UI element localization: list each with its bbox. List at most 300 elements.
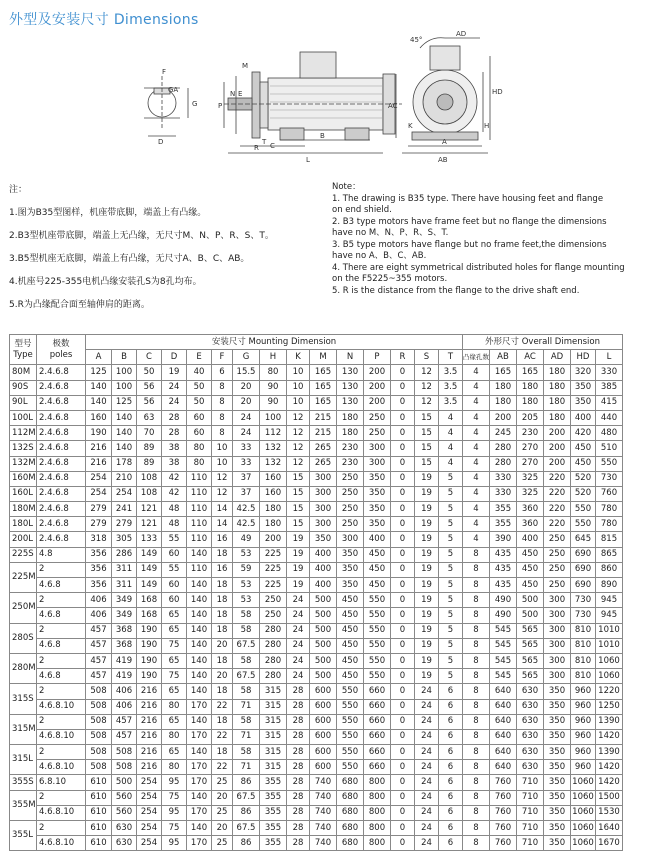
column-header: F xyxy=(212,350,233,365)
value-cell: 58 xyxy=(233,653,260,668)
value-cell: 216 xyxy=(137,760,162,775)
poles-cell: 4.6.8 xyxy=(37,608,86,623)
value-cell: 19 xyxy=(415,562,439,577)
table-row xyxy=(10,729,623,744)
poles-cell: 2 xyxy=(37,562,86,577)
value-cell: 10 xyxy=(287,395,310,410)
value-cell: 220 xyxy=(544,486,571,501)
value-cell: 760 xyxy=(490,790,517,805)
frame-cell: 100L xyxy=(10,410,37,425)
poles-header: 极数 poles xyxy=(37,335,86,365)
value-cell: 600 xyxy=(310,714,337,729)
value-cell: 350 xyxy=(337,547,364,562)
value-cell: 300 xyxy=(544,623,571,638)
value-cell: 390 xyxy=(490,532,517,547)
column-header: G xyxy=(233,350,260,365)
value-cell: 710 xyxy=(517,775,544,790)
value-cell: 205 xyxy=(517,410,544,425)
value-cell: 12 xyxy=(415,380,439,395)
frame-cell: 112M xyxy=(10,426,37,441)
value-cell: 140 xyxy=(187,547,212,562)
value-cell: 65 xyxy=(162,745,187,760)
value-cell: 4 xyxy=(463,486,490,501)
value-cell: 67.5 xyxy=(233,821,260,836)
value-cell: 254 xyxy=(86,486,112,501)
value-cell: 355 xyxy=(260,790,287,805)
column-header: S xyxy=(415,350,439,365)
value-cell: 18 xyxy=(212,593,233,608)
value-cell: 170 xyxy=(187,805,212,820)
value-cell: 0 xyxy=(391,699,415,714)
value-cell: 140 xyxy=(187,578,212,593)
table-row xyxy=(10,410,623,425)
value-cell: 500 xyxy=(517,608,544,623)
value-cell: 132 xyxy=(260,441,287,456)
value-cell: 190 xyxy=(137,653,162,668)
table-row xyxy=(10,365,623,380)
value-cell: 760 xyxy=(490,821,517,836)
label-AD: AD xyxy=(456,30,467,38)
value-cell: 14 xyxy=(212,517,233,532)
value-cell: 19 xyxy=(415,486,439,501)
value-cell: 12 xyxy=(287,456,310,471)
value-cell: 400 xyxy=(517,532,544,547)
value-cell: 8 xyxy=(463,699,490,714)
value-cell: 65 xyxy=(162,653,187,668)
value-cell: 300 xyxy=(310,502,337,517)
value-cell: 550 xyxy=(364,669,391,684)
value-cell: 730 xyxy=(571,608,596,623)
label-R: R xyxy=(254,144,259,152)
value-cell: 610 xyxy=(86,836,112,851)
value-cell: 90 xyxy=(260,380,287,395)
value-cell: 0 xyxy=(391,471,415,486)
frame-cell: 315S xyxy=(10,684,37,714)
value-cell: 600 xyxy=(310,760,337,775)
value-cell: 640 xyxy=(490,714,517,729)
value-cell: 5 xyxy=(439,593,463,608)
value-cell: 180 xyxy=(490,380,517,395)
value-cell: 450 xyxy=(337,669,364,684)
table-row xyxy=(10,638,623,653)
label-GA: GA xyxy=(168,86,179,94)
value-cell: 1420 xyxy=(596,775,623,790)
value-cell: 690 xyxy=(571,578,596,593)
notes-english xyxy=(332,182,650,297)
value-cell: 75 xyxy=(162,669,187,684)
value-cell: 810 xyxy=(571,638,596,653)
value-cell: 640 xyxy=(490,760,517,775)
value-cell: 500 xyxy=(310,608,337,623)
value-cell: 420 xyxy=(571,426,596,441)
table-row xyxy=(10,562,623,577)
value-cell: 180 xyxy=(260,517,287,532)
value-cell: 110 xyxy=(187,562,212,577)
value-cell: 4 xyxy=(463,380,490,395)
value-cell: 49 xyxy=(233,532,260,547)
value-cell: 15 xyxy=(415,441,439,456)
value-cell: 406 xyxy=(112,699,137,714)
value-cell: 216 xyxy=(137,714,162,729)
flange xyxy=(252,72,260,138)
label-K: K xyxy=(408,122,413,130)
value-cell: 58 xyxy=(233,608,260,623)
value-cell: 24 xyxy=(415,684,439,699)
value-cell: 435 xyxy=(490,547,517,562)
value-cell: 216 xyxy=(86,456,112,471)
value-cell: 4 xyxy=(463,426,490,441)
label-P: P xyxy=(218,102,223,110)
value-cell: 1390 xyxy=(596,745,623,760)
value-cell: 1010 xyxy=(596,623,623,638)
value-cell: 4 xyxy=(463,365,490,380)
value-cell: 280 xyxy=(490,441,517,456)
value-cell: 450 xyxy=(364,547,391,562)
value-cell: 730 xyxy=(571,593,596,608)
value-cell: 65 xyxy=(162,714,187,729)
value-cell: 42.5 xyxy=(233,502,260,517)
value-cell: 250 xyxy=(260,608,287,623)
value-cell: 95 xyxy=(162,775,187,790)
page-title: 外型及安装尺寸 Dimensions xyxy=(9,12,199,28)
value-cell: 457 xyxy=(112,729,137,744)
value-cell: 19 xyxy=(415,623,439,638)
value-cell: 600 xyxy=(310,684,337,699)
value-cell: 15.5 xyxy=(233,365,260,380)
value-cell: 508 xyxy=(86,699,112,714)
value-cell: 1060 xyxy=(571,790,596,805)
table-row xyxy=(10,760,623,775)
column-header: C xyxy=(137,350,162,365)
value-cell: 25 xyxy=(212,775,233,790)
table-row xyxy=(10,380,623,395)
value-cell: 42.5 xyxy=(233,517,260,532)
notes-en-line: have no A、B、C、AB. xyxy=(332,251,427,261)
value-cell: 550 xyxy=(337,684,364,699)
value-cell: 520 xyxy=(571,486,596,501)
value-cell: 300 xyxy=(544,669,571,684)
value-cell: 108 xyxy=(137,471,162,486)
value-cell: 12 xyxy=(287,441,310,456)
value-cell: 500 xyxy=(310,653,337,668)
notes-cn-line: 3.B5型机座无底脚，端盖上有凸缘，无尺寸A、B、C、AB。 xyxy=(9,254,250,264)
frame-cell: 280S xyxy=(10,623,37,653)
value-cell: 12 xyxy=(287,426,310,441)
value-cell: 960 xyxy=(571,684,596,699)
value-cell: 865 xyxy=(596,547,623,562)
value-cell: 350 xyxy=(337,562,364,577)
value-cell: 600 xyxy=(310,745,337,760)
value-cell: 0 xyxy=(391,653,415,668)
value-cell: 19 xyxy=(287,562,310,577)
value-cell: 20 xyxy=(212,638,233,653)
value-cell: 1220 xyxy=(596,684,623,699)
value-cell: 6 xyxy=(439,805,463,820)
value-cell: 12 xyxy=(287,410,310,425)
value-cell: 5 xyxy=(439,562,463,577)
value-cell: 760 xyxy=(490,836,517,851)
value-cell: 630 xyxy=(517,760,544,775)
value-cell: 280 xyxy=(490,456,517,471)
notes-chinese xyxy=(9,184,319,322)
value-cell: 95 xyxy=(162,805,187,820)
value-cell: 500 xyxy=(310,638,337,653)
frame-cell: 225S xyxy=(10,547,37,562)
value-cell: 216 xyxy=(137,745,162,760)
value-cell: 710 xyxy=(517,836,544,851)
value-cell: 1250 xyxy=(596,699,623,714)
value-cell: 160 xyxy=(86,410,112,425)
table-row xyxy=(10,805,623,820)
value-cell: 350 xyxy=(544,760,571,775)
table-row xyxy=(10,593,623,608)
value-cell: 0 xyxy=(391,714,415,729)
value-cell: 355 xyxy=(490,502,517,517)
value-cell: 200 xyxy=(544,441,571,456)
value-cell: 180 xyxy=(544,380,571,395)
value-cell: 28 xyxy=(287,714,310,729)
value-cell: 149 xyxy=(137,547,162,562)
poles-cell: 2 xyxy=(37,653,86,668)
column-header: M xyxy=(310,350,337,365)
value-cell: 220 xyxy=(544,517,571,532)
value-cell: 24 xyxy=(415,714,439,729)
value-cell: 630 xyxy=(112,836,137,851)
value-cell: 14 xyxy=(212,502,233,517)
poles-cell: 6.8.10 xyxy=(37,775,86,790)
value-cell: 300 xyxy=(310,486,337,501)
value-cell: 75 xyxy=(162,821,187,836)
value-cell: 80 xyxy=(187,456,212,471)
value-cell: 24 xyxy=(287,608,310,623)
value-cell: 660 xyxy=(364,729,391,744)
value-cell: 121 xyxy=(137,517,162,532)
value-cell: 406 xyxy=(86,593,112,608)
value-cell: 38 xyxy=(162,456,187,471)
value-cell: 180 xyxy=(517,395,544,410)
value-cell: 300 xyxy=(337,532,364,547)
value-cell: 1010 xyxy=(596,638,623,653)
value-cell: 19 xyxy=(415,608,439,623)
poles-cell: 2.4.6.8 xyxy=(37,456,86,471)
value-cell: 19 xyxy=(415,471,439,486)
value-cell: 18 xyxy=(212,608,233,623)
value-cell: 315 xyxy=(260,745,287,760)
value-cell: 330 xyxy=(596,365,623,380)
value-cell: 368 xyxy=(112,623,137,638)
value-cell: 19 xyxy=(287,578,310,593)
poles-cell: 2.4.6.8 xyxy=(37,486,86,501)
value-cell: 110 xyxy=(187,517,212,532)
value-cell: 140 xyxy=(112,410,137,425)
value-cell: 8 xyxy=(463,745,490,760)
value-cell: 8 xyxy=(463,653,490,668)
value-cell: 6 xyxy=(439,684,463,699)
poles-cell: 4.6.8.10 xyxy=(37,836,86,851)
value-cell: 15 xyxy=(415,410,439,425)
value-cell: 560 xyxy=(112,805,137,820)
value-cell: 810 xyxy=(571,623,596,638)
value-cell: 180 xyxy=(544,410,571,425)
column-header: E xyxy=(187,350,212,365)
value-cell: 125 xyxy=(112,395,137,410)
value-cell: 165 xyxy=(490,365,517,380)
value-cell: 565 xyxy=(517,669,544,684)
poles-cell: 4.6.8.10 xyxy=(37,805,86,820)
value-cell: 24 xyxy=(233,426,260,441)
value-cell: 1390 xyxy=(596,714,623,729)
value-cell: 4 xyxy=(463,471,490,486)
value-cell: 360 xyxy=(517,502,544,517)
value-cell: 5 xyxy=(439,486,463,501)
value-cell: 640 xyxy=(490,699,517,714)
value-cell: 270 xyxy=(517,456,544,471)
value-cell: 406 xyxy=(86,608,112,623)
value-cell: 1500 xyxy=(596,790,623,805)
value-cell: 0 xyxy=(391,547,415,562)
value-cell: 149 xyxy=(137,562,162,577)
value-cell: 48 xyxy=(162,517,187,532)
value-cell: 110 xyxy=(187,471,212,486)
value-cell: 24 xyxy=(415,729,439,744)
value-cell: 368 xyxy=(112,638,137,653)
poles-cell: 2.4.6.8 xyxy=(37,410,86,425)
value-cell: 355 xyxy=(490,517,517,532)
value-cell: 53 xyxy=(233,578,260,593)
value-cell: 450 xyxy=(337,608,364,623)
value-cell: 550 xyxy=(337,729,364,744)
value-cell: 800 xyxy=(364,836,391,851)
value-cell: 254 xyxy=(137,775,162,790)
value-cell: 33 xyxy=(233,456,260,471)
value-cell: 250 xyxy=(544,562,571,577)
value-cell: 55 xyxy=(162,562,187,577)
value-cell: 356 xyxy=(86,578,112,593)
table-row xyxy=(10,517,623,532)
value-cell: 133 xyxy=(137,532,162,547)
value-cell: 58 xyxy=(233,684,260,699)
column-header: H xyxy=(260,350,287,365)
value-cell: 24 xyxy=(415,790,439,805)
value-cell: 500 xyxy=(310,623,337,638)
value-cell: 5 xyxy=(439,547,463,562)
value-cell: 6 xyxy=(439,821,463,836)
value-cell: 95 xyxy=(162,836,187,851)
value-cell: 28 xyxy=(287,790,310,805)
value-cell: 180 xyxy=(490,395,517,410)
value-cell: 60 xyxy=(162,547,187,562)
value-cell: 140 xyxy=(187,821,212,836)
value-cell: 53 xyxy=(233,593,260,608)
column-header: A xyxy=(86,350,112,365)
value-cell: 100 xyxy=(260,410,287,425)
column-header: D xyxy=(162,350,187,365)
value-cell: 660 xyxy=(364,760,391,775)
notes-en-heading: Note： xyxy=(332,182,361,192)
value-cell: 170 xyxy=(187,729,212,744)
value-cell: 19 xyxy=(415,517,439,532)
column-header-row xyxy=(10,350,623,365)
value-cell: 6 xyxy=(439,760,463,775)
label-M: M xyxy=(242,62,249,70)
value-cell: 216 xyxy=(137,684,162,699)
label-AB: AB xyxy=(438,156,448,164)
value-cell: 15 xyxy=(287,486,310,501)
value-cell: 315 xyxy=(260,714,287,729)
table-row xyxy=(10,775,623,790)
value-cell: 140 xyxy=(86,395,112,410)
value-cell: 50 xyxy=(137,365,162,380)
label-AC: AC xyxy=(388,102,398,110)
value-cell: 140 xyxy=(187,653,212,668)
value-cell: 550 xyxy=(337,760,364,775)
notes-en-line: 1. The drawing is B35 type. There have housing feet and flange xyxy=(332,193,604,204)
notes-cn-line: 5.R为凸缘配合面至轴伸肩的距离。 xyxy=(9,300,150,310)
value-cell: 330 xyxy=(490,471,517,486)
value-cell: 0 xyxy=(391,395,415,410)
value-cell: 86 xyxy=(233,775,260,790)
value-cell: 19 xyxy=(415,653,439,668)
value-cell: 254 xyxy=(86,471,112,486)
label-C: C xyxy=(270,142,275,150)
value-cell: 4 xyxy=(439,410,463,425)
notes-en-line: 3. B5 type motors have flange but no frame feet,the dimensions xyxy=(332,239,607,250)
value-cell: 419 xyxy=(112,669,137,684)
value-cell: 250 xyxy=(544,547,571,562)
poles-cell: 2 xyxy=(37,684,86,699)
value-cell: 140 xyxy=(187,623,212,638)
value-cell: 6 xyxy=(439,790,463,805)
value-cell: 210 xyxy=(112,471,137,486)
value-cell: 250 xyxy=(544,532,571,547)
value-cell: 215 xyxy=(310,426,337,441)
value-cell: 58 xyxy=(233,623,260,638)
label-45deg: 45° xyxy=(410,36,423,44)
poles-cell: 2.4.6.8 xyxy=(37,471,86,486)
value-cell: 0 xyxy=(391,790,415,805)
label-H: H xyxy=(484,122,490,130)
notes-en-line: 5. R is the distance from the flange to the drive shaft end. xyxy=(332,285,580,296)
value-cell: 545 xyxy=(490,653,517,668)
value-cell: 15 xyxy=(415,456,439,471)
value-cell: 8 xyxy=(463,638,490,653)
value-cell: 270 xyxy=(517,441,544,456)
poles-cell: 2.4.6.8 xyxy=(37,380,86,395)
value-cell: 508 xyxy=(112,745,137,760)
value-cell: 400 xyxy=(571,410,596,425)
poles-cell: 4.6.8.10 xyxy=(37,729,86,744)
value-cell: 50 xyxy=(187,395,212,410)
value-cell: 254 xyxy=(112,486,137,501)
value-cell: 28 xyxy=(287,836,310,851)
value-cell: 230 xyxy=(337,441,364,456)
value-cell: 71 xyxy=(233,729,260,744)
value-cell: 140 xyxy=(187,684,212,699)
value-cell: 800 xyxy=(364,775,391,790)
value-cell: 500 xyxy=(310,669,337,684)
value-cell: 86 xyxy=(233,836,260,851)
value-cell: 24 xyxy=(287,593,310,608)
value-cell: 565 xyxy=(517,653,544,668)
value-cell: 18 xyxy=(212,684,233,699)
table-row xyxy=(10,653,623,668)
notes-en-line: on the F5225~355 motors. xyxy=(332,274,448,284)
value-cell: 24 xyxy=(287,653,310,668)
frame-cell: 355S xyxy=(10,775,37,790)
value-cell: 0 xyxy=(391,638,415,653)
value-cell: 5 xyxy=(439,578,463,593)
value-cell: 810 xyxy=(571,653,596,668)
